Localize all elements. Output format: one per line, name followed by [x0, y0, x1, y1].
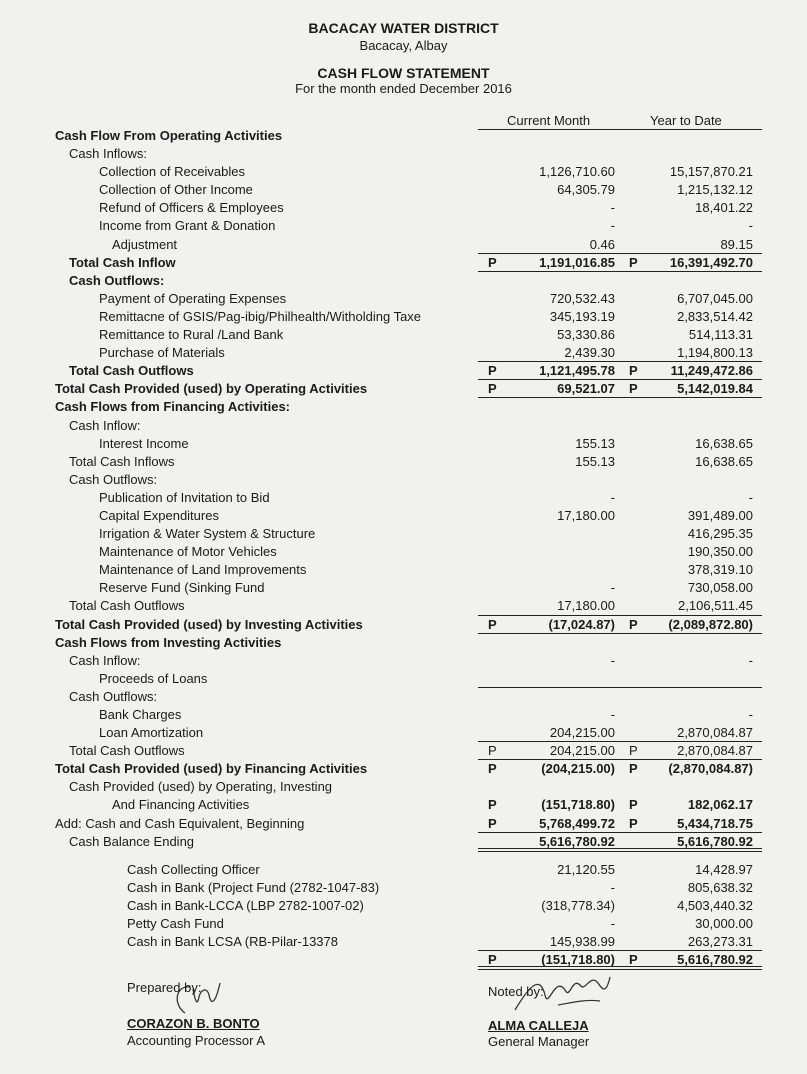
current-month-value: 1,121,495.78 — [539, 363, 615, 379]
row-label: Cash Flow From Operating Activities — [55, 128, 283, 143]
row-label: Total Cash Provided (used) by Financing Activities — [55, 761, 368, 777]
peso-sign: P — [629, 381, 638, 397]
table-row — [0, 163, 807, 181]
table-row — [0, 380, 807, 398]
table-row — [0, 236, 807, 254]
table-row — [0, 616, 807, 634]
row-label: Publication of Invitation to Bid — [99, 489, 270, 505]
row-label: Total Cash Provided (used) by Operating Activities — [55, 381, 368, 397]
peso-sign: P — [629, 761, 638, 777]
table-row — [0, 579, 807, 597]
table-row — [0, 796, 807, 814]
current-month-value: (17,024.87) — [548, 616, 615, 632]
peso-sign: P — [629, 616, 638, 632]
prepared-by-title: Accounting Processor A — [127, 1033, 266, 1048]
year-to-date-value: 730,058.00 — [687, 580, 753, 596]
year-to-date-value: 805,638.32 — [687, 879, 753, 895]
current-month-value: - — [610, 580, 615, 596]
row-label: Total Cash Inflow — [69, 254, 176, 270]
peso-sign: P — [488, 797, 497, 813]
current-month-value: - — [610, 489, 615, 505]
row-label: Collection of Receivables — [99, 164, 245, 180]
year-to-date-value: 2,870,084.87 — [677, 743, 753, 759]
row-label: Cash Inflows: — [69, 146, 148, 162]
current-month-value: (318,778.34) — [541, 897, 615, 913]
year-to-date-value: 14,428.97 — [695, 861, 753, 877]
row-label: Cash Outflows: — [69, 272, 165, 288]
row-label: Payment of Operating Expenses — [99, 290, 287, 306]
prepared-by-name — [127, 1016, 260, 1031]
table-row — [0, 879, 807, 897]
current-month-value: 155.13 — [575, 453, 615, 469]
table-row — [0, 933, 807, 951]
current-month-value: 204,215.00 — [549, 725, 615, 741]
row-label: Petty Cash Fund — [127, 916, 224, 932]
year-to-date-value: - — [748, 652, 753, 668]
table-row — [0, 199, 807, 217]
statement-period: For the month ended December 2016 — [295, 81, 512, 96]
row-label: Total Cash Outflows — [69, 743, 185, 759]
current-month-value: (151,718.80) — [541, 797, 615, 813]
row-label: Adjustment — [112, 236, 178, 252]
peso-sign: P — [488, 381, 497, 397]
row-label: Cash Provided (used) by Operating, Investing — [69, 779, 333, 795]
row-label: Interest Income — [99, 435, 189, 451]
year-to-date-value: 6,707,045.00 — [677, 290, 753, 306]
table-row — [0, 290, 807, 308]
noted-by-name — [488, 1018, 589, 1033]
current-month-value: 345,193.19 — [549, 308, 615, 324]
peso-sign: P — [629, 797, 638, 813]
year-to-date-header: Year to Date — [650, 113, 722, 128]
peso-sign: P — [488, 254, 497, 270]
row-label: Cash Flows from Investing Activities — [55, 634, 282, 650]
table-row — [0, 688, 807, 706]
row-label: Cash Inflow: — [69, 417, 141, 433]
current-month-value: 17,180.00 — [557, 598, 615, 614]
row-label: Cash Collecting Officer — [127, 861, 260, 877]
year-to-date-value: 5,616,780.92 — [677, 833, 753, 849]
current-month-value: - — [610, 707, 615, 722]
current-month-value: 155.13 — [575, 435, 615, 451]
year-to-date-value: 182,062.17 — [687, 797, 753, 813]
table-row — [0, 127, 807, 145]
year-to-date-value: 16,638.65 — [695, 453, 753, 469]
year-to-date-value: 5,616,780.92 — [677, 952, 753, 968]
noted-name-text: ALMA CALLEJA — [488, 1018, 589, 1033]
table-row — [0, 417, 807, 435]
row-label: Maintenance of Land Improvements — [99, 562, 307, 578]
table-row — [0, 489, 807, 507]
table-row — [0, 724, 807, 742]
table-row — [0, 326, 807, 344]
table-row — [0, 308, 807, 326]
row-label: Cash Balance Ending — [69, 833, 195, 849]
year-to-date-value: 11,249,472.86 — [670, 363, 753, 379]
table-row — [0, 815, 807, 833]
peso-sign: P — [488, 363, 497, 379]
current-month-value: 2,439.30 — [564, 345, 615, 361]
row-spacer — [0, 851, 807, 861]
current-month-value: (151,718.80) — [541, 952, 615, 968]
current-month-value: 1,191,016.85 — [539, 254, 615, 270]
table-row — [0, 597, 807, 615]
org-location: Bacacay, Albay — [359, 38, 448, 53]
table-row — [0, 217, 807, 235]
current-month-value: 204,215.00 — [549, 743, 615, 759]
year-to-date-value: 190,350.00 — [687, 544, 753, 560]
table-row — [0, 435, 807, 453]
table-row — [0, 272, 807, 290]
year-to-date-value: (2,089,872.80) — [668, 616, 753, 632]
table-row — [0, 760, 807, 778]
table-row — [0, 254, 807, 272]
table-row — [0, 778, 807, 796]
current-month-value: 5,616,780.92 — [539, 833, 615, 849]
row-label: Irrigation & Water System & Structure — [99, 526, 316, 542]
current-month-value: 720,532.43 — [549, 290, 615, 306]
row-label: Bank Charges — [99, 707, 182, 722]
table-row — [0, 897, 807, 915]
row-label: Cash Outflows: — [69, 471, 158, 487]
peso-sign: P — [629, 254, 638, 270]
prepared-by-label: Prepared by: — [127, 980, 202, 995]
year-to-date-value: 16,391,492.70 — [669, 254, 753, 270]
table-row — [0, 507, 807, 525]
year-to-date-value: 2,870,084.87 — [677, 725, 753, 741]
year-to-date-value: 378,319.10 — [687, 562, 753, 578]
year-to-date-value: 5,434,718.75 — [677, 815, 753, 831]
statement-title: CASH FLOW STATEMENT — [317, 65, 490, 81]
row-label: Income from Grant & Donation — [99, 218, 276, 234]
table-row — [0, 181, 807, 199]
peso-sign: P — [629, 815, 638, 831]
year-to-date-value: (2,870,084.87) — [668, 761, 753, 777]
table-row — [0, 634, 807, 652]
peso-sign: P — [488, 952, 497, 968]
current-month-value: - — [610, 879, 615, 895]
current-month-value: 0.46 — [589, 236, 615, 252]
statement-table — [0, 127, 807, 969]
row-label: Add: Cash and Cash Equivalent, Beginning — [55, 815, 305, 831]
year-to-date-value: 4,503,440.32 — [677, 897, 753, 913]
current-month-value: 17,180.00 — [557, 507, 615, 523]
row-label: Total Cash Inflows — [69, 453, 175, 469]
table-row — [0, 861, 807, 879]
row-label: Purchase of Materials — [99, 345, 225, 361]
current-month-value: (204,215.00) — [541, 761, 615, 777]
year-to-date-value: 2,833,514.42 — [677, 308, 753, 324]
row-label: Total Cash Outflows — [69, 598, 185, 614]
row-label: Reserve Fund (Sinking Fund — [99, 580, 265, 596]
row-label: Cash Flows from Financing Activities: — [55, 399, 290, 415]
noted-by-label: Noted by: — [488, 984, 544, 999]
current-month-value: 5,768,499.72 — [539, 815, 615, 831]
year-to-date-value: 5,142,019.84 — [677, 381, 753, 397]
table-row — [0, 670, 807, 688]
table-row — [0, 453, 807, 471]
table-row — [0, 525, 807, 543]
year-to-date-value: 1,215,132.12 — [677, 182, 753, 198]
table-row — [0, 362, 807, 380]
year-to-date-value: - — [748, 707, 753, 722]
peso-sign: P — [488, 761, 497, 777]
row-label: Cash in Bank LCSA (RB-Pilar-13378 — [127, 934, 338, 950]
table-row — [0, 561, 807, 579]
row-label: Proceeds of Loans — [99, 670, 208, 686]
year-to-date-value: 15,157,870.21 — [669, 164, 753, 180]
row-label: Maintenance of Motor Vehicles — [99, 544, 277, 560]
current-month-value: - — [610, 916, 615, 932]
row-label: Total Cash Outflows — [69, 363, 194, 379]
current-month-value: 53,330.86 — [557, 327, 615, 343]
row-label: And Financing Activities — [112, 797, 250, 813]
current-month-header: Current Month — [507, 113, 591, 128]
table-row — [0, 951, 807, 969]
year-to-date-value: 416,295.35 — [687, 526, 753, 542]
row-label: Cash in Bank-LCCA (LBP 2782-1007-02) — [127, 897, 364, 913]
year-to-date-value: - — [748, 218, 753, 234]
table-row — [0, 344, 807, 362]
table-row — [0, 145, 807, 163]
current-month-value: - — [610, 652, 615, 668]
table-row — [0, 471, 807, 489]
row-label: Remittance to Rural /Land Bank — [99, 327, 284, 343]
row-label: Loan Amortization — [99, 725, 204, 741]
row-label: Capital Expenditures — [99, 507, 219, 523]
peso-sign: P — [629, 363, 638, 379]
year-to-date-value: 263,273.31 — [687, 934, 753, 950]
current-month-value: - — [610, 200, 615, 216]
table-row — [0, 398, 807, 416]
peso-sign: P — [488, 616, 497, 632]
year-to-date-value: 391,489.00 — [687, 507, 753, 523]
year-to-date-value: 89.15 — [720, 236, 753, 252]
current-month-value: 69,521.07 — [557, 381, 615, 397]
org-name: BACACAY WATER DISTRICT — [308, 20, 499, 36]
year-to-date-value: 2,106,511.45 — [678, 598, 753, 614]
row-label: Cash Inflow: — [69, 652, 141, 668]
noted-by-title: General Manager — [488, 1034, 590, 1049]
row-label: Remittacne of GSIS/Pag-ibig/Philhealth/Witholding Taxe — [99, 308, 422, 324]
table-row — [0, 915, 807, 933]
peso-sign: P — [488, 815, 497, 831]
current-month-value: 21,120.55 — [557, 861, 615, 877]
current-month-value: 64,305.79 — [557, 182, 615, 198]
row-label: Cash in Bank (Project Fund (2782-1047-83) — [127, 879, 380, 895]
row-label: Refund of Officers & Employees — [99, 200, 284, 216]
table-row — [0, 652, 807, 670]
row-label: Total Cash Provided (used) by Investing Activities — [55, 616, 363, 632]
row-label: Cash Outflows: — [69, 688, 158, 704]
table-row — [0, 742, 807, 760]
peso-sign: P — [629, 743, 638, 759]
current-month-value: 145,938.99 — [549, 934, 615, 950]
year-to-date-value: 18,401.22 — [695, 200, 753, 216]
year-to-date-value: 514,113.31 — [688, 327, 753, 343]
prepared-name-text: CORAZON B. BONTO — [127, 1016, 260, 1031]
peso-sign: P — [629, 952, 638, 968]
year-to-date-value: 16,638.65 — [695, 435, 753, 451]
current-month-value: - — [610, 218, 615, 234]
year-to-date-value: - — [748, 489, 753, 505]
year-to-date-value: 1,194,800.13 — [677, 345, 753, 361]
table-row — [0, 833, 807, 851]
table-row — [0, 706, 807, 724]
table-row — [0, 543, 807, 561]
current-month-value: 1,126,710.60 — [539, 164, 615, 180]
peso-sign: P — [488, 743, 497, 759]
year-to-date-value: 30,000.00 — [695, 916, 753, 932]
row-label: Collection of Other Income — [99, 182, 253, 198]
